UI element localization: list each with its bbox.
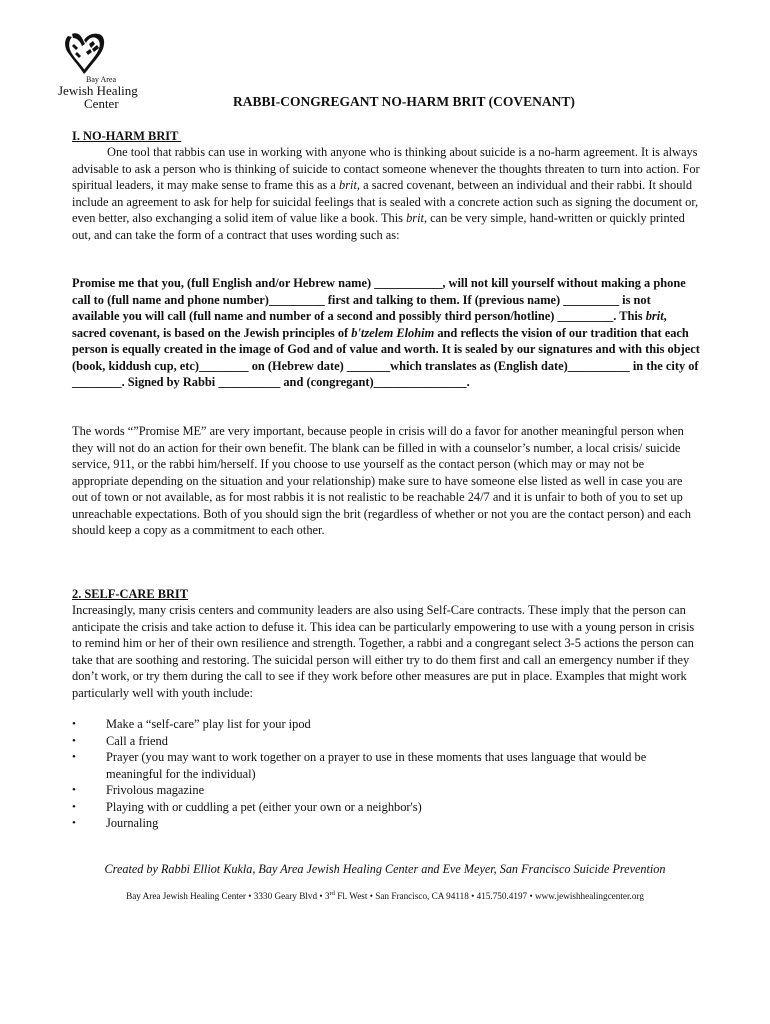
- logo-text-line1: Bay Area: [86, 75, 116, 84]
- italic-term-brit: brit: [406, 211, 424, 225]
- section-heading-no-harm-brit: I. NO-HARM BRIT: [72, 129, 182, 143]
- bullet-icon: •: [72, 718, 76, 730]
- bullet-icon: •: [72, 734, 76, 747]
- list-item-text: Call a friend: [106, 733, 168, 748]
- italic-term-brit: brit: [339, 178, 357, 192]
- text-run: , a sacred covenant, between an individual and their rabbi. It should include an agreement to ask for help for suicidal feelings that is sealed with a concrete action such as signing the document or, even better, also exchanging a solid item of value like a book. This: [72, 178, 699, 225]
- list-item: [72, 815, 700, 832]
- list-item: [72, 749, 700, 782]
- page-footer: [0, 887, 770, 903]
- list-item: [72, 716, 700, 733]
- bullet-icon: •: [72, 817, 76, 829]
- section-heading-self-care-brit: 2. SELF-CARE BRIT: [72, 587, 189, 601]
- self-care-examples-list: [72, 716, 700, 832]
- list-item: [72, 782, 700, 799]
- text-run: Promise me that you, (full English and/or Hebrew name) ___________, will not kill yourself without making a phone call to (full name and phone number)_________ first and talking to them. If (previous name) _________ is not available you will call (full name and number of a second and possibly third person/hotline) _________. This: [72, 276, 686, 323]
- list-item: [72, 733, 700, 750]
- text-run: and reflects the vision of our tradition that each person is equally created in the image of God and of value and worth. It is sealed by our signatures and with this object (book, kiddush cup, etc)________ on (Hebrew date) _______which translates as (English date)__________ in the city of ________. Signed by Rabbi __________ and (congregant)_______________.: [72, 325, 700, 389]
- bullet-icon: •: [72, 784, 76, 796]
- italic-term-brit: brit: [645, 309, 664, 323]
- list-item-text: Make a “self-care” play list for your ipod: [106, 717, 311, 731]
- author-credit: Created by Rabbi Elliot Kukla, Bay Area Jewish Healing Center and Eve Meyer, San Francisco Suicide Prevention: [104, 862, 666, 876]
- list-item-text: Frivolous magazine: [106, 783, 205, 797]
- bullet-icon: •: [72, 800, 76, 813]
- text-run: , can be very simple, hand-written or quickly printed out, and can take the form of a contract that uses wording such as:: [72, 211, 685, 242]
- text-run: One tool that rabbis can use in working with anyone who is thinking about suicide is a no-harm agreement. It is always advisable to ask a person who is thinking of suicide to contact someone whenever the thoughts threaten to turn into action. For spiritual leaders, it may make sense to frame this as a: [72, 145, 700, 192]
- footer-text: Bay Area Jewish Healing Center • 3330 Geary Blvd • 3: [126, 891, 330, 902]
- section1-paragraph-1: [72, 144, 700, 243]
- document-title: RABBI-CONGREGANT NO-HARM BRIT (COVENANT): [233, 94, 575, 109]
- text-run: , sacred covenant, is based on the Jewish principles of: [72, 309, 667, 340]
- footer-superscript: rd: [329, 890, 335, 897]
- heart-hands-icon: [62, 30, 106, 76]
- section2-paragraph-1: Increasingly, many crisis centers and community leaders are also using Self-Care contracts. These imply that the person can anticipate the crisis and take action to defuse it. This idea can be particularly empowering to use with a young person in crisis to remind him or her of their own resilience and strength. Together, a rabbi and a congregant select 3-5 actions the person can take that are soothing and restoring. The suicidal person will either try to do them first and call an emergency number if they don’t work, or try them during the call to see if they work before other measures are put in place. Examples that might work particularly well with youth include:: [72, 603, 695, 700]
- organization-logo: [58, 30, 144, 110]
- list-item-text: Playing with or cuddling a pet (either your own or a neighbor's): [106, 799, 422, 814]
- bullet-icon: •: [72, 751, 76, 763]
- italic-term-btzelem-elohim: b'tzelem Elohim: [351, 325, 435, 340]
- promise-template-paragraph: [72, 275, 700, 391]
- footer-text: Fl. West • San Francisco, CA 94118 • 415.750.4197 • www.jewishhealingcenter.org: [334, 891, 644, 902]
- section1-paragraph-2: The words “”Promise ME” are very important, because people in crisis will do a favor for another meaningful person when they will not do an action for their own benefit. The blank can be filled in with a counselor’s number, a local crisis/ suicide service, 911, or the rabbi him/herself. If you choose to use yourself as the contact person (which may or may not be appropriate depending on the situation and your relationship) make sure to have someone else listed as well in case you are out of town or not available, as for most rabbis it is not realistic to be reachable 24/7 and it is unfair to both of you to set up unreachable expectations. Both of you should sign the brit (regardless of whether or not you are the contact person) and each should keep a copy as a commitment to each other.: [72, 424, 691, 537]
- list-item: [72, 799, 700, 816]
- list-item-text: Journaling: [106, 816, 159, 830]
- logo-text-line2: Jewish Healing: [58, 83, 138, 98]
- logo-text-line3: Center: [84, 96, 119, 111]
- list-item-text: Prayer (you may want to work together on a prayer to use in these moments that uses language that would be meaningful for the individual): [106, 750, 647, 781]
